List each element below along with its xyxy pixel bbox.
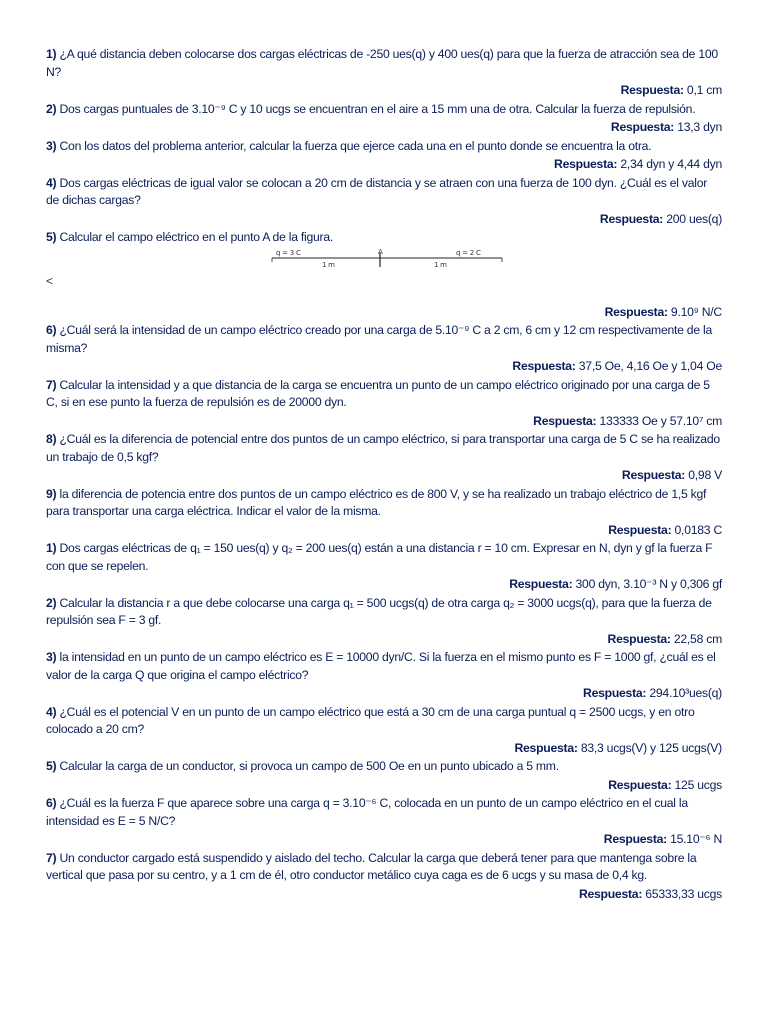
point-a-label: A — [378, 247, 383, 256]
problem-6: 6) ¿Cuál será la intensidad de un campo eléctrico creado por una carga de 5.10⁻⁹ C a 2 cm, 6 cm y 12 cm respectivamente de la misma? — [46, 323, 712, 355]
answer-b4: Respuesta: 83,3 ucgs(V) y 125 ucgs(V) — [514, 740, 722, 755]
problem-5: 5) Calcular el campo eléctrico en el punto A de la figura. — [46, 230, 333, 244]
problem-8: 8) ¿Cuál es la diferencia de potencial entre dos puntos de un campo eléctrico, si para transportar una carga de 5 C se ha realizado un trabajo de 0,5 kgf? — [46, 432, 720, 464]
dist-right-label: 1 m — [434, 260, 447, 269]
answer-b7: Respuesta: 65333,33 ucgs — [578, 886, 722, 901]
answer-b2: Respuesta: 22,58 cm — [607, 631, 722, 646]
answer-7: Respuesta: 133333 Oe y 57.10⁷ cm — [533, 413, 722, 428]
answer-5: Respuesta: 9.10⁹ N/C — [604, 304, 722, 319]
answer-b5: Respuesta: 125 ucgs — [608, 777, 722, 792]
problem-b6: 6) ¿Cuál es la fuerza F que aparece sobre una carga q = 3.10⁻⁶ C, colocada en un punto de un campo eléctrico en el cual la intensidad es E = 5 N/C? — [46, 796, 688, 828]
answer-b6: Respuesta: 15.10⁻⁶ N — [603, 832, 722, 846]
problem-b2: 2) Calcular la distancia r a que debe colocarse una carga q₁ = 500 ucgs(q) de otra carga q₂ = 3000 ucgs(q), para que la fuerza de repulsión sea F = 3 gf. — [46, 595, 712, 627]
answer-b3: Respuesta: 294.10³ues(q) — [583, 686, 722, 700]
answer-9: Respuesta: 0,0183 C — [608, 522, 722, 537]
charges-figure — [46, 247, 722, 273]
problem-b3: 3) la intensidad en un punto de un campo eléctrico es E = 10000 dyn/C. Si la fuerza en el mismo punto es F = 1000 gf, ¿cuál es el valor de la carga Q que origina el campo eléctrico? — [46, 650, 716, 682]
problem-2: 2) Dos cargas puntuales de 3.10⁻⁹ C y 10 ucgs se encuentran en el aire a 15 mm una de otra. Calcular la fuerza de repulsión. — [46, 101, 696, 116]
problem-b7: 7) Un conductor cargado está suspendido y aislado del techo. Calcular la carga que deberá tener para que mantenga sobre la vertical que pasa por su centro, y a 1 cm de él, otro conductor metálico cuya caga es de 6 ucgs y su masa de 0,4 kg. — [46, 850, 697, 882]
answer-b1: Respuesta: 300 dyn, 3.10⁻³ N y 0,306 gf — [509, 577, 722, 591]
dist-left-label: 1 m — [322, 260, 335, 269]
problem-b5: 5) Calcular la carga de un conductor, si provoca un campo de 500 Oe en un punto ubicado a 5 mm. — [46, 759, 559, 773]
answer-8: Respuesta: 0,98 V — [621, 468, 722, 482]
charges-diagram — [270, 247, 540, 273]
problem-7: 7) Calcular la intensidad y a que distancia de la carga se encuentra un punto de un campo eléctrico originado por una carga de 5 C, si en ese punto la fuerza de repulsión es de 20000 dyn. — [46, 377, 710, 409]
charge-right-label: q = 2 C — [456, 248, 481, 257]
charge-left-label: q = 3 C — [276, 248, 301, 257]
answer-6: Respuesta: 37,5 Oe, 4,16 Oe y 1,04 Oe — [512, 359, 722, 373]
problem-3: 3) Con los datos del problema anterior, calcular la fuerza que ejerce cada una en el punto donde se encuentra la otra. — [46, 138, 652, 153]
problem-b1: 1) Dos cargas eléctricas de q₁ = 150 ues(q) y q₂ = 200 ues(q) están a una distancia r = 10 cm. Expresar en N, dyn y gf la fuerza F con que se repelen. — [46, 541, 713, 573]
problem-text: ¿A qué distancia deben colocarse dos cargas eléctricas de -250 ues(q) y 400 ues(q) para que la fuerza de atracción sea de 100 N? — [46, 47, 718, 79]
problem-4: 4) Dos cargas eléctricas de igual valor se colocan a 20 cm de distancia y se atraen con una fuerza de 100 dyn. ¿Cuál es el valor de dichas cargas? — [46, 175, 708, 207]
answer-1: Respuesta: 0,1 cm — [620, 83, 722, 97]
problem-1: 1) ¿A qué distancia deben colocarse dos cargas eléctricas de -250 ues(q) y 400 ues(q) para que la fuerza de atracción sea de 100 N? — [46, 47, 718, 79]
answer-3: Respuesta: 2,34 dyn y 4,44 dyn — [554, 157, 722, 171]
problem-9: 9) la diferencia de potencia entre dos puntos de un campo eléctrico es de 800 V, y se ha realizado un trabajo eléctrico de 1,5 kgf para transportar una carga eléctrica. Indicar el valor de la misma. — [46, 486, 707, 518]
answer-4: Respuesta: 200 ues(q) — [599, 211, 722, 226]
answer-2: Respuesta: 13,3 dyn — [610, 120, 722, 134]
stray-mark: < — [46, 273, 53, 288]
problem-b4: 4) ¿Cuál es el potencial V en un punto de un campo eléctrico que está a 30 cm de una carga puntual q = 2500 ucgs, y en otro colocado a 20 cm? — [46, 704, 695, 736]
